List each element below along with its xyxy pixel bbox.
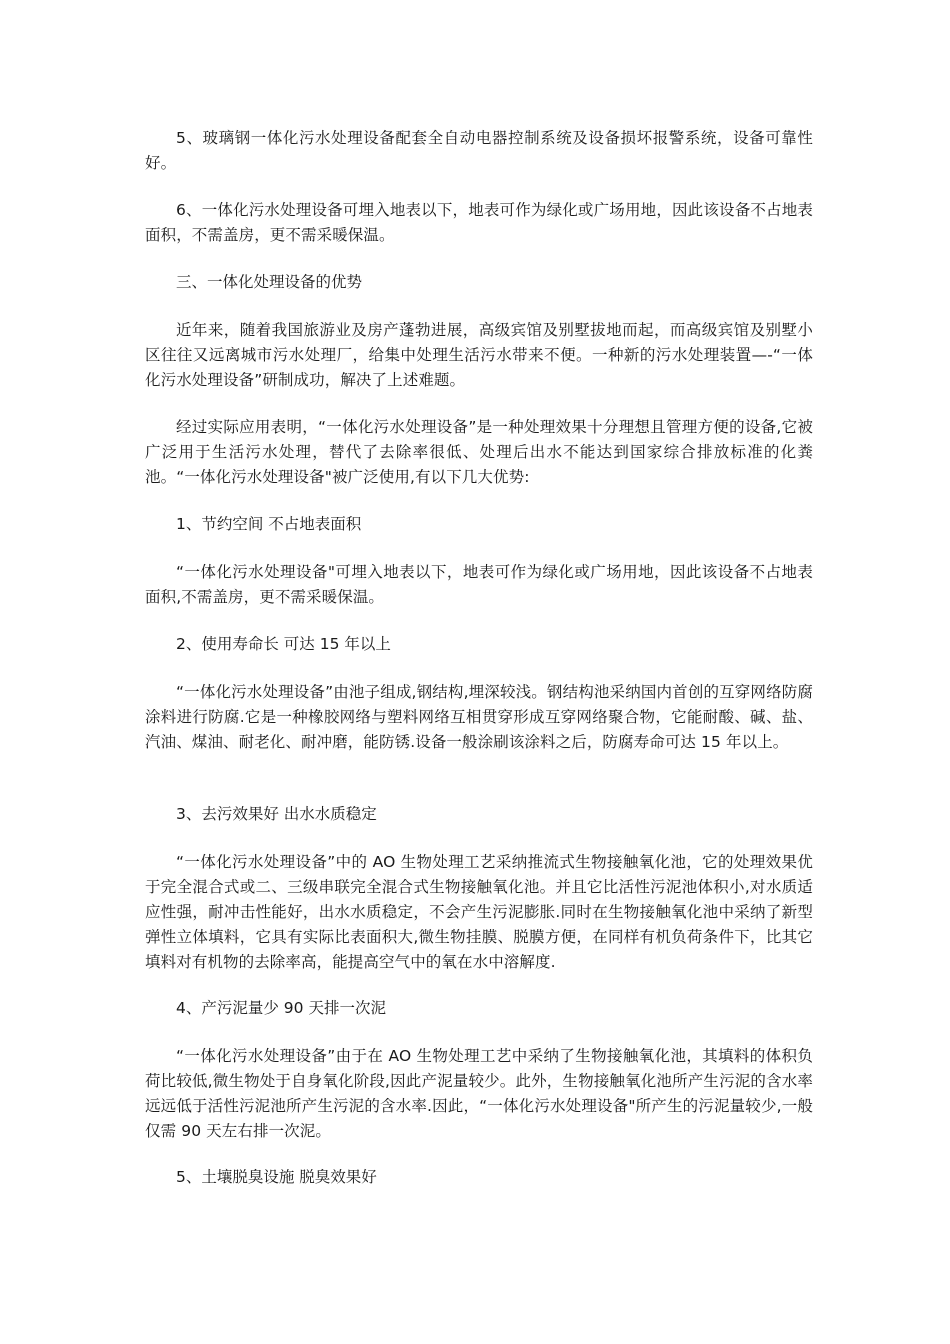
paragraph-sludge: “一体化污水处理设备”由于在 AO 生物处理工艺中采纳了生物接触氧化池，其填料的体积负荷比较低,微生物处于自身氧化阶段,因此产泥量较少。此外，生物接触氧化池所产生污泥的含水率远远低于活性污泥池所产生污泥的含水率.因此，“一体化污水处理设备"所产生的污泥量较少,一般仅需 90 天左右排一次泥。 [145,1047,813,1140]
subheading-effect: 3、去污效果好 出水水质稳定 [176,805,377,823]
section-heading-advantages: 三、一体化处理设备的优势 [176,273,363,291]
subheading-save-space: 1、节约空间 不占地表面积 [176,515,362,533]
paragraph-item-5-reliability: 5、玻璃钢一体化污水处理设备配套全自动电器控制系统及设备损坏报警系统，设备可靠性好。 [145,129,813,172]
subheading-long-life: 2、使用寿命长 可达 15 年以上 [176,635,391,653]
subheading-sludge: 4、产污泥量少 90 天排一次泥 [176,999,386,1017]
paragraph-background: 近年来，随着我国旅游业及房产蓬勃进展，高级宾馆及别墅拔地而起，而高级宾馆及别墅小区往往又远离城市污水处理厂，给集中处理生活污水带来不便。一种新的污水处理装置—-“一体化污水处理设备”研制成功，解决了上述难题。 [145,321,813,389]
paragraph-effect: “一体化污水处理设备”中的 AO 生物处理工艺采纳推流式生物接触氧化池，它的处理效果优于完全混合式或二、三级串联完全混合式生物接触氧化池。并且它比活性污泥池体积小,对水质适应性强，耐冲击性能好，出水水质稳定，不会产生污泥膨胀.同时在生物接触氧化池中采纳了新型弹性立体填料，它具有实际比表面积大,微生物挂膜、脱膜方便，在同样有机负荷条件下，比其它填料对有机物的去除率高，能提高空气中的氧在水中溶解度. [145,853,813,971]
paragraph-application: 经过实际应用表明，“一体化污水处理设备”是一种处理效果十分理想且管理方便的设备,它被广泛用于生活污水处理，替代了去除率很低、处理后出水不能达到国家综合排放标准的化粪池。“一体化污水处理设备"被广泛使用,有以下几大优势: [145,418,813,486]
paragraph-item-6-underground: 6、一体化污水处理设备可埋入地表以下，地表可作为绿化或广场用地，因此该设备不占地表面积，不需盖房，更不需采暖保温。 [145,201,813,244]
paragraph-long-life: “一体化污水处理设备”由池子组成,钢结构,埋深较浅。钢结构池采纳国内首创的互穿网络防腐涂料进行防腐.它是一种橡胶网络与塑料网络互相贯穿形成互穿网络聚合物，它能耐酸、碱、盐、汽油、煤油、耐老化、耐冲磨，能防锈.设备一般涂刷该涂料之后，防腐寿命可达 15 年以上。 [145,683,813,751]
subheading-deodorize: 5、土壤脱臭设施 脱臭效果好 [176,1168,377,1186]
paragraph-save-space: “一体化污水处理设备"可埋入地表以下，地表可作为绿化或广场用地，因此该设备不占地表面积,不需盖房，更不需采暖保温。 [145,563,813,606]
